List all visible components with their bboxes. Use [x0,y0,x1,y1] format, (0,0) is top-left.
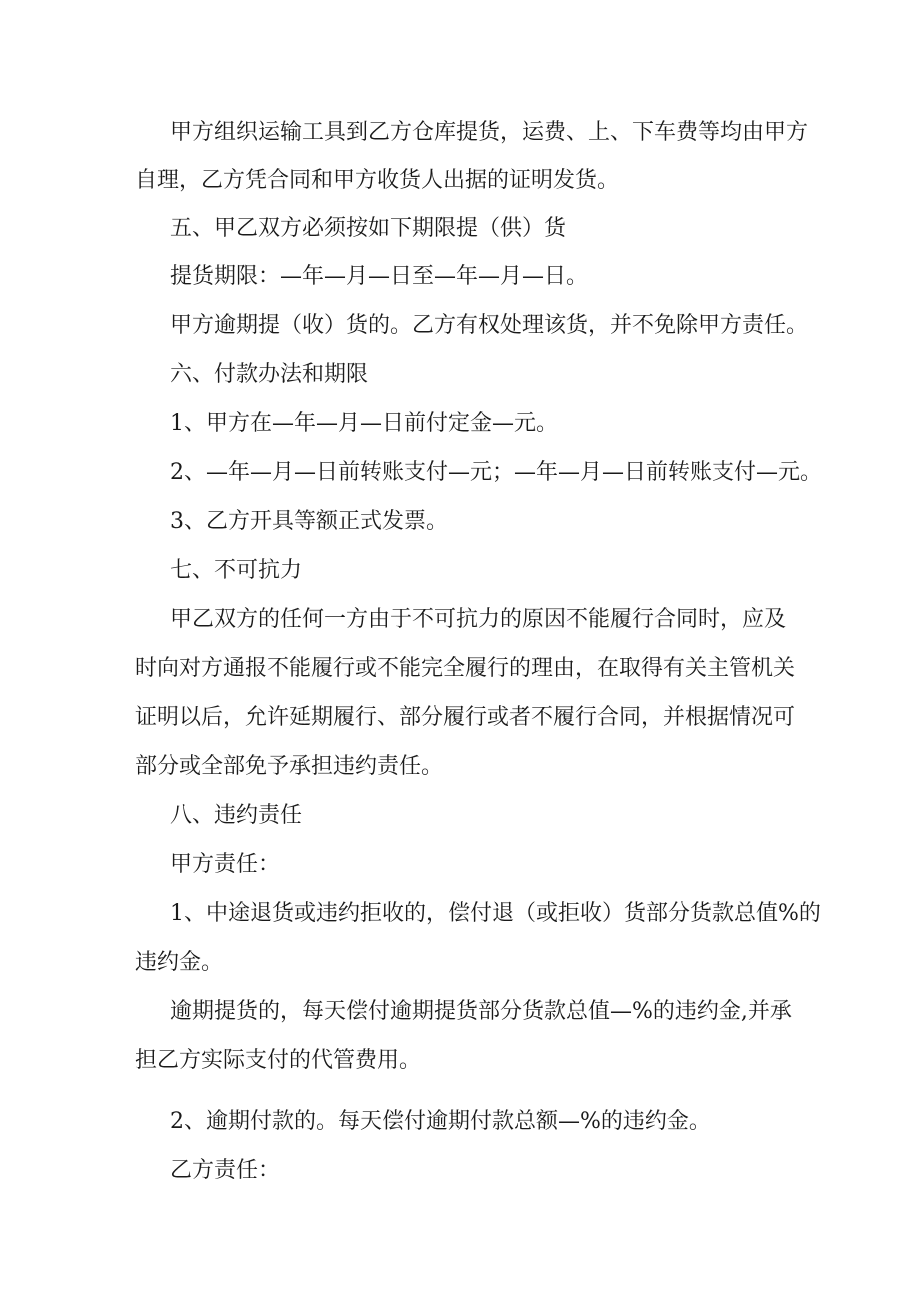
list-item: 1、甲方在—年—月—日前付定金—元。 [170,411,558,436]
paragraph-line: 提货期限：—年—月—日至—年—月—日。 [170,264,589,289]
section-heading: 六、付款办法和期限 [170,362,369,387]
paragraph-line: 甲方逾期提（收）货的。乙方有权处理该货，并不免除甲方责任。 [170,313,809,338]
paragraph-line: 甲乙双方的任何一方由于不可抗力的原因不能履行合同时，应及 [170,607,787,632]
list-item: 2、—年—月—日前转账支付—元；—年—月—日前转账支付—元。 [170,460,822,485]
paragraph-line: 违约金。 [135,950,224,975]
section-heading: 八、违约责任 [170,803,303,828]
list-item: 1、中途退货或违约拒收的，偿付退（或拒收）货部分货款总值%的 [170,901,821,926]
list-item: 3、乙方开具等额正式发票。 [170,509,448,534]
paragraph-line: 部分或全部免予承担违约责任。 [135,754,444,779]
paragraph-line: 担乙方实际支付的代管费用。 [135,1048,422,1073]
paragraph-line: 乙方责任： [170,1158,281,1183]
paragraph-line: 甲方组织运输工具到乙方仓库提货，运费、上、下车费等均由甲方 [170,120,809,145]
paragraph-line: 自理，乙方凭合同和甲方收货人出据的证明发货。 [135,168,620,193]
paragraph-line: 甲方责任： [170,852,281,877]
section-heading: 五、甲乙双方必须按如下期限提（供）货 [170,216,567,241]
list-item: 2、逾期付款的。每天偿付逾期付款总额—%的违约金。 [170,1109,711,1134]
paragraph-line: 证明以后，允许延期履行、部分履行或者不履行合同，并根据情况可 [135,705,796,730]
paragraph-line: 逾期提货的，每天偿付逾期提货部分货款总值—%的违约金,并承 [170,999,792,1024]
paragraph-line: 时向对方通报不能履行或不能完全履行的理由，在取得有关主管机关 [135,656,796,681]
section-heading: 七、不可抗力 [170,558,303,583]
